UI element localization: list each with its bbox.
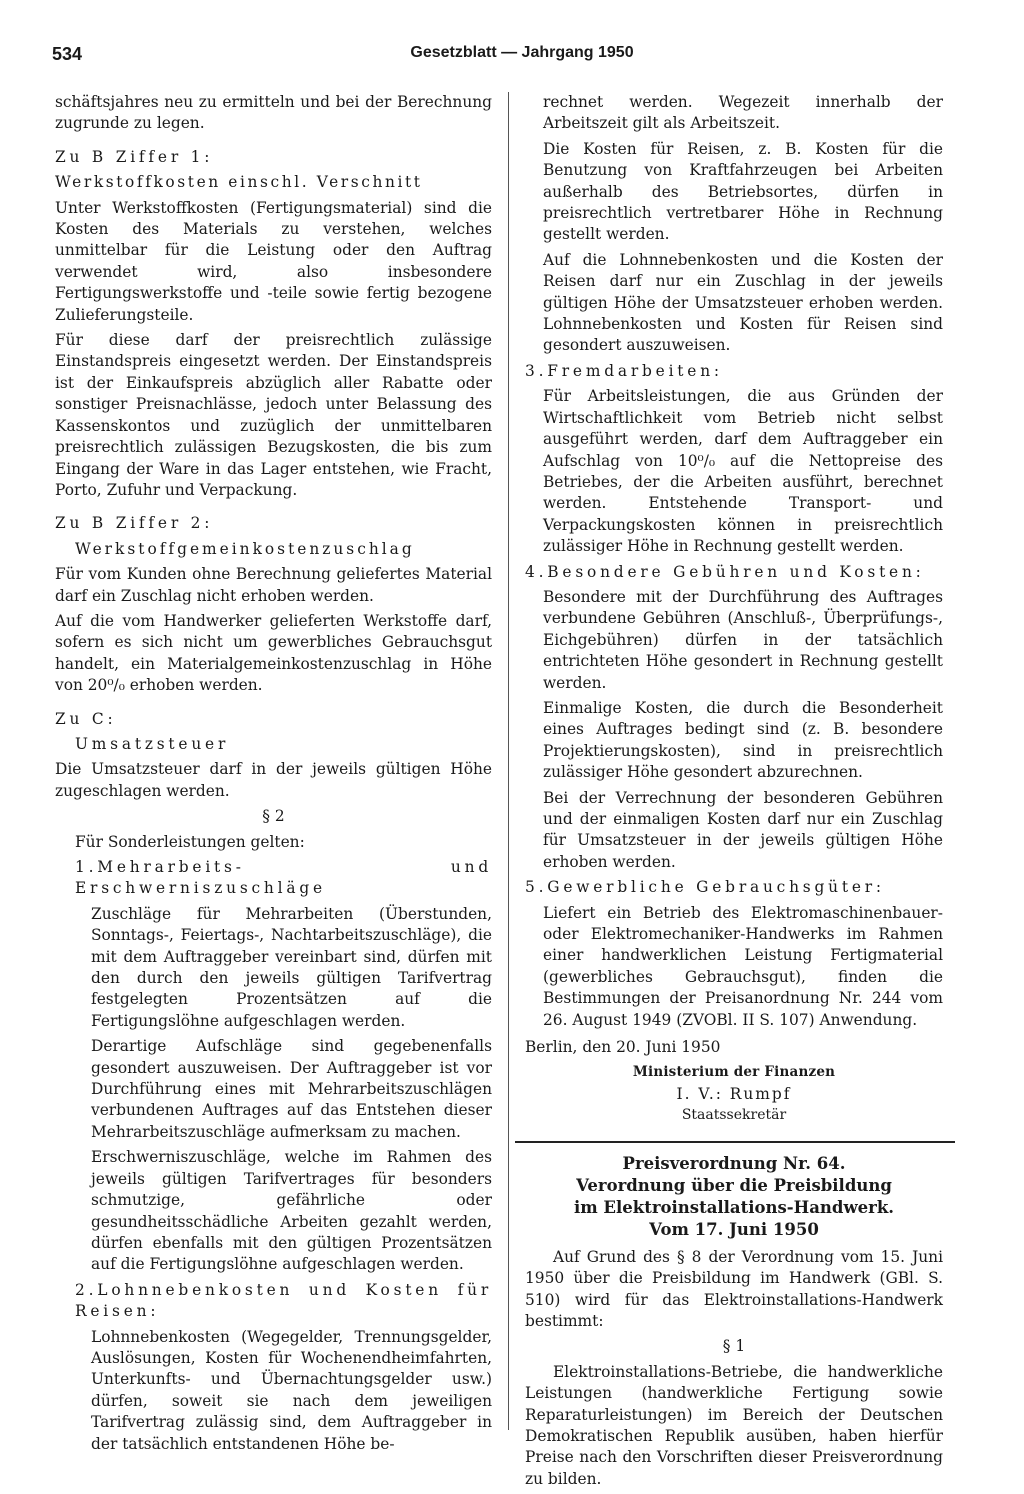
list-item-title — [525, 562, 943, 583]
paragraph: Erschwerniszuschläge, welche im Rahmen des jeweils gültigen Tarifvertrages für besonders schmutzige, gefährliche oder gesundheitsschädliche Arbeiten gezahlt werden, dürfen ebenfalls mit den gültigen Prozentsätzen auf die Fertigungslöhne aufgeschlagen werden. — [91, 1148, 492, 1274]
section-heading: Zu B Ziffer 1: — [55, 147, 214, 166]
section-rule — [515, 1141, 955, 1143]
date-line: Berlin, den 20. Juni 1950 — [525, 1038, 721, 1057]
list-item-number: 4. — [525, 562, 548, 581]
paragraph: Für diese darf der preisrechtlich zulässige Einstandspreis eingesetzt werden. Der Einstandspreis ist der Einkaufspreis abzüglich aller Rabatte oder sonstiger Preisnachlässe, jedoch unter Belassung des Kassenskontos und zuzüglich der unmittelbaren preisrechtlich zulässigen Bezugskosten, die bis zum Eingang der Ware in das Lager entstehen, wie Fracht, Porto, Zufuhr und Verpackung. — [55, 331, 492, 499]
paragraph: Lohnnebenkosten (Wegegelder, Trennungsgelder, Auslösungen, Kosten für Wochenendheimfahrten, Unterkunfts- und Übernachtungsgelder usw.) dürfen, soweit sie nach dem jeweiligen Tarifvertrag zulässig sind, dem Auftraggeber in der tatsächlich entstandenen Höhe be- — [91, 1327, 492, 1453]
regulation-title: Preisverordnung Nr. 64. — [622, 1153, 846, 1173]
page-number: 534 — [52, 44, 83, 64]
left-column — [55, 92, 492, 1459]
paragraph: Die Kosten für Reisen, z. B. Kosten für die Benutzung von Kraftfahrzeugen bei Arbeiten außerhalb des Betriebsortes, dürfen in preisrechtlich vertretbarer Höhe in Rechnung gestellt werden. — [543, 139, 943, 244]
list-item-label: Fremdarbeiten: — [547, 361, 723, 380]
list-item-number: 5. — [525, 878, 548, 897]
signatory-title: Staatssekretär — [681, 1107, 787, 1124]
ministry-name: Ministerium der Finanzen — [632, 1064, 836, 1081]
signatory-name: I. V.: Rumpf — [676, 1084, 792, 1103]
running-title: Gesetzblatt — Jahrgang 1950 — [410, 44, 634, 61]
paragraph: Derartige Aufschläge sind gegebenenfalls gesondert auszuweisen. Der Auftraggeber ist vor Durchführung eines mit Mehrarbeitszuschlägen verbundenen Auftrages auf das Entstehen dieser Mehrarbeitszuschläge aufmerksam zu machen. — [91, 1037, 492, 1141]
section-heading: Zu C: — [55, 709, 117, 728]
section-subheading: Werkstoffgemeinkostenzuschlag — [75, 539, 415, 558]
paragraph: Die Umsatzsteuer darf in der jeweils gültigen Höhe zugeschlagen werden. — [55, 760, 492, 800]
paragraph: Einmalige Kosten, die durch die Besonderheit eines Auftrages bedingt sind (z. B. besondere Projektierungskosten), sind in preisrechtlich zulässiger Höhe gesondert abzurechnen. — [543, 698, 943, 782]
list-item-number: 2. — [75, 1280, 98, 1299]
paragraph: Für vom Kunden ohne Berechnung geliefertes Material darf ein Zuschlag nicht erhoben werden. — [55, 565, 492, 605]
regulation-title: im Elektroinstallations-Handwerk. — [573, 1197, 895, 1217]
paragraph: Bei der Verrechnung der besonderen Gebühren und der einmaligen Kosten darf nur ein Zuschlag für Umsatzsteuer in der jeweils gültigen Höhe erhoben werden. — [543, 788, 943, 871]
section-number: § 2 — [262, 807, 285, 826]
right-column — [525, 92, 943, 1494]
list-item-title — [55, 857, 492, 900]
regulation-title: Verordnung über die Preisbildung — [576, 1175, 892, 1195]
paragraph: Zuschläge für Mehrarbeiten (Überstunden, Sonntags-, Feiertags-, Nachtarbeitszuschläge), die mit dem Auftraggeber vereinbart sind, dürfen mit den durch den jeweils gültigen Tarifvertrag festgelegten Prozentsätzen auf die Fertigungslöhne aufgeschlagen werden. — [91, 904, 492, 1030]
paragraph: schäftsjahres neu zu ermitteln und bei der Berechnung zugrunde zu legen. — [55, 93, 492, 133]
section-subheading: Werkstoffkosten einschl. Verschnitt — [55, 173, 423, 192]
section-subheading: Umsatzsteuer — [75, 734, 230, 753]
regulation-date: Vom 17. Juni 1950 — [649, 1219, 819, 1239]
paragraph: rechnet werden. Wegezeit innerhalb der Arbeitszeit gilt als Arbeitszeit. — [543, 93, 943, 133]
column-divider — [508, 92, 509, 1430]
paragraph: Auf die Lohnnebenkosten und die Kosten der Reisen darf nur ein Zuschlag in der jeweils gültigen Höhe der Umsatzsteuer erhoben werden. Lohnnebenkosten und Kosten für Reisen sind gesondert auszuweisen. — [543, 250, 943, 355]
paragraph: Besondere mit der Durchführung des Auftrages verbundene Gebühren (Anschluß-, Überprüfungs-, Eichgebühren) dürfen in der tatsächlich entrichteten Höhe gesondert in Rechnung gestellt werden. — [543, 587, 943, 692]
list-item-title — [55, 1280, 492, 1323]
page-header — [52, 44, 982, 80]
list-item-label: Mehrarbeits- und Erschwerniszuschläge — [75, 858, 492, 898]
list-item-title — [525, 877, 943, 898]
section-heading: Zu B Ziffer 2: — [55, 514, 214, 533]
paragraph: Auf die vom Handwerker gelieferten Werkstoffe darf, sofern es sich nicht um gewerbliches Gebrauchsgut handelt, ein Materialgemeinkostenzuschlag in Höhe von 20⁰/₀ erhoben werden. — [55, 611, 492, 695]
section-number: § 1 — [722, 1337, 746, 1356]
paragraph: Unter Werkstoffkosten (Fertigungsmaterial) sind die Kosten des Materials zu verstehen, welches unmittelbar für die Leistung oder den Auftrag verwendet wird, also insbesondere Fertigungswerkstoffe und -teile sowie fertig bezogene Zulieferungsteile. — [55, 198, 492, 324]
list-item-label: Besondere Gebühren und Kosten: — [547, 562, 925, 581]
paragraph: Für Sonderleistungen gelten: — [75, 832, 305, 851]
paragraph: Elektroinstallations-Betriebe, die handwerkliche Leistungen (handwerkliche Fertigung sowie Reparaturleistungen) im Bereich der Deutschen Demokratischen Republik ausüben, haben hierfür Preise nach den Vorschriften dieser Preisverordnung zu bilden. — [525, 1362, 943, 1488]
list-item-label: Gewerbliche Gebrauchsgüter: — [547, 878, 885, 897]
list-item-label: Lohnnebenkosten und Kosten für Reisen: — [75, 1280, 492, 1321]
paragraph: Liefert ein Betrieb des Elektromaschinenbauer- oder Elektromechaniker-Handwerks im Rahmen einer handwerklichen Leistung Fertigmaterial (gewerbliches Gebrauchsgut), finden die Bestimmungen der Preisanordnung Nr. 244 vom 26. August 1949 (ZVOBl. II S. 107) Anwendung. — [543, 903, 943, 1029]
paragraph: Für Arbeitsleistungen, die aus Gründen der Wirtschaftlichkeit vom Betrieb nicht selbst ausgeführt werden, darf dem Auftraggeber ein Aufschlag von 10⁰/₀ auf die Nettopreise des Betriebes, der die Arbeiten ausführt, berechnet werden. Entstehende Transport- und Verpackungskosten können in preisrechtlich zulässiger Höhe in Rechnung gestellt werden. — [543, 387, 943, 556]
list-item-number: 1. — [75, 858, 98, 876]
paragraph: Auf Grund des § 8 der Verordnung vom 15. Juni 1950 über die Preisbildung im Handwerk (GBl. S. 510) wird für das Elektroinstallations-Handwerk bestimmt: — [525, 1247, 943, 1330]
list-item-number: 3. — [525, 361, 548, 380]
list-item-title — [525, 361, 943, 382]
